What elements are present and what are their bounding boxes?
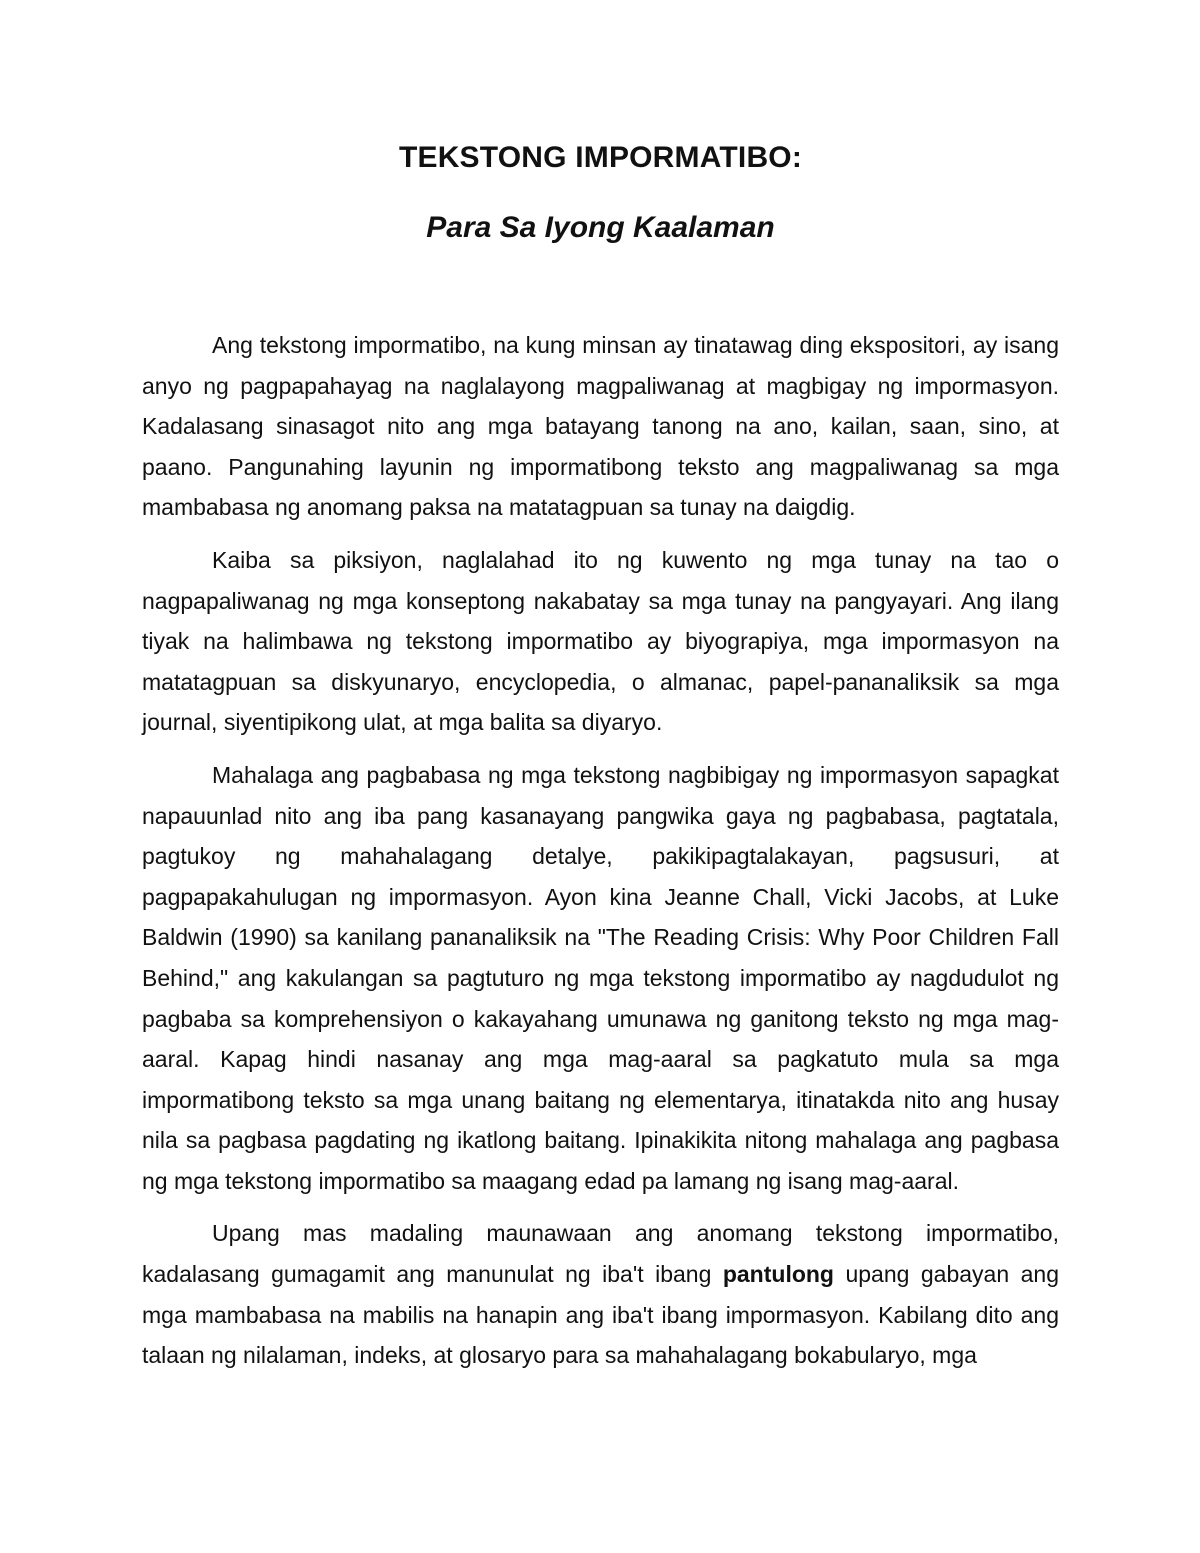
document-subtitle: Para Sa Iyong Kaalaman: [426, 211, 775, 244]
paragraph-3: Mahalaga ang pagbabasa ng mga tekstong nagbibigay ng impormasyon sapagkat napauunlad nito ang iba pang kasanayang pangwika gaya ng pagbabasa, pagtatala, pagtukoy ng mahahalagang detalye, pakikipagtalakayan, pagsusuri, at pagpapakahulugan ng impormasyon. Ayon kina Jeanne Chall, Vicki Jacobs, at Luke Baldwin (1990) sa kanilang pananaliksik na "The Reading Crisis: Why Poor Children Fall Behind," ang kakulangan sa pagtuturo ng mga tekstong impormatibo ay nagdudulot ng pagbaba sa komprehensiyon o kakayahang umunawa ng ganitong teksto ng mga mag-aaral. Kapag hindi nasanay ang mga mag-aaral sa pagkatuto mula sa mga impormatibong teksto sa mga unang baitang ng elementarya, itinatakda nito ang husay nila sa pagbasa pagdating ng ikatlong baitang. Ipinakikita nitong mahalaga ang pagbasa ng mga tekstong impormatibo sa maagang edad pa lamang ng isang mag-aaral.: [142, 761, 1059, 1194]
paragraph-1: Ang tekstong impormatibo, na kung minsan ay tinatawag ding ekspositori, ay isang anyo ng pagpapahayag na naglalayong magpaliwanag at magbigay ng impormasyon. Kadalasang sinasagot nito ang mga batayang tanong na ano, kailan, saan, sino, at paano. Pangunahing layunin ng impormatibong teksto ang magpaliwanag sa mga mambabasa ng anomang paksa na matatagpuan sa tunay na daigdig.: [142, 332, 1059, 521]
paragraph-4: [142, 1213, 1059, 1375]
paragraph-4-text-before: Upang mas madaling maunawaan ang anomang tekstong impormatibo, kadalasang gumagamit ang manunulat ng iba't ibang: [142, 1220, 1059, 1288]
paragraph-2: Kaiba sa piksiyon, naglalahad ito ng kuwento ng mga tunay na tao o nagpapaliwanag ng mga konseptong nakabatay sa mga tunay na pangyayari. Ang ilang tiyak na halimbawa ng tekstong impormatibo ay biyograpiya, mga impormasyon na matatagpuan sa diskyunaryo, encyclopedia, o almanac, papel-pananaliksik sa mga journal, siyentipikong ulat, at mga balita sa diyaryo.: [142, 546, 1059, 736]
document-body: [142, 325, 1059, 1376]
paragraph-4-text-after: upang gabayan ang mga mambabasa na mabilis na hanapin ang iba't ibang impormasyon. Kabilang dito ang talaan ng nilalaman, indeks, at glosaryo para sa mahahalagang bokabularyo, mga: [142, 1261, 1059, 1369]
document-title: TEKSTONG IMPORMATIBO:: [398, 141, 803, 174]
bold-term-pantulong: pantulong: [722, 1261, 834, 1288]
